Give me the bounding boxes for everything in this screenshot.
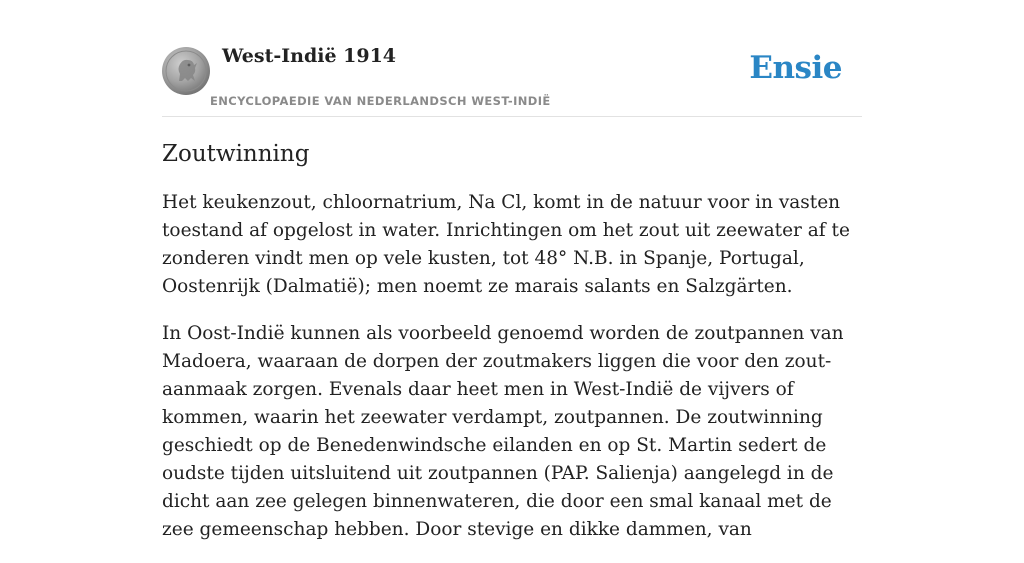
site-title[interactable]: West-Indië 1914 (222, 45, 397, 67)
site-header (162, 40, 862, 117)
site-subtitle: ENCYCLOPAEDIE VAN NEDERLANDSCH WEST-INDIË (210, 94, 551, 108)
article (162, 136, 866, 563)
article-paragraph-2: In Oost-Indië kunnen als voorbeeld genoemd worden de zoutpannen van Madoera, waaraan de dorpen der zoutmakers liggen die voor den zout-aanmaak zorgen. Evenals daar heet men in West-Indië de vijvers of kommen, waarin het zeewater verdampt, zoutpannen. De zoutwinning geschiedt op de Benedenwindsche eilanden en op St. Martin sedert de oudste tijden uitsluitend uit zoutpannen (PAP. Salienja) aangelegd in de dicht aan zee gelegen binnenwateren, die door een smal kanaal met de zee gemeenschap hebben. Door stevige en dikke dammen, van (162, 323, 844, 540)
article-title: Zoutwinning (162, 141, 310, 167)
coin-icon[interactable] (162, 47, 210, 95)
article-paragraph-1: Het keukenzout, chloornatrium, Na Cl, komt in de natuur voor in vasten toestand af opgelost in water. Inrichtingen om het zout uit zeewater af te zonderen vindt men op vele kusten, tot 48° N.B. in Spanje, Portugal, Oostenrijk (Dalmatië); men noemt ze marais salants en Salzgärten. (162, 192, 850, 297)
ensie-logo-link[interactable]: Ensie (749, 50, 842, 86)
